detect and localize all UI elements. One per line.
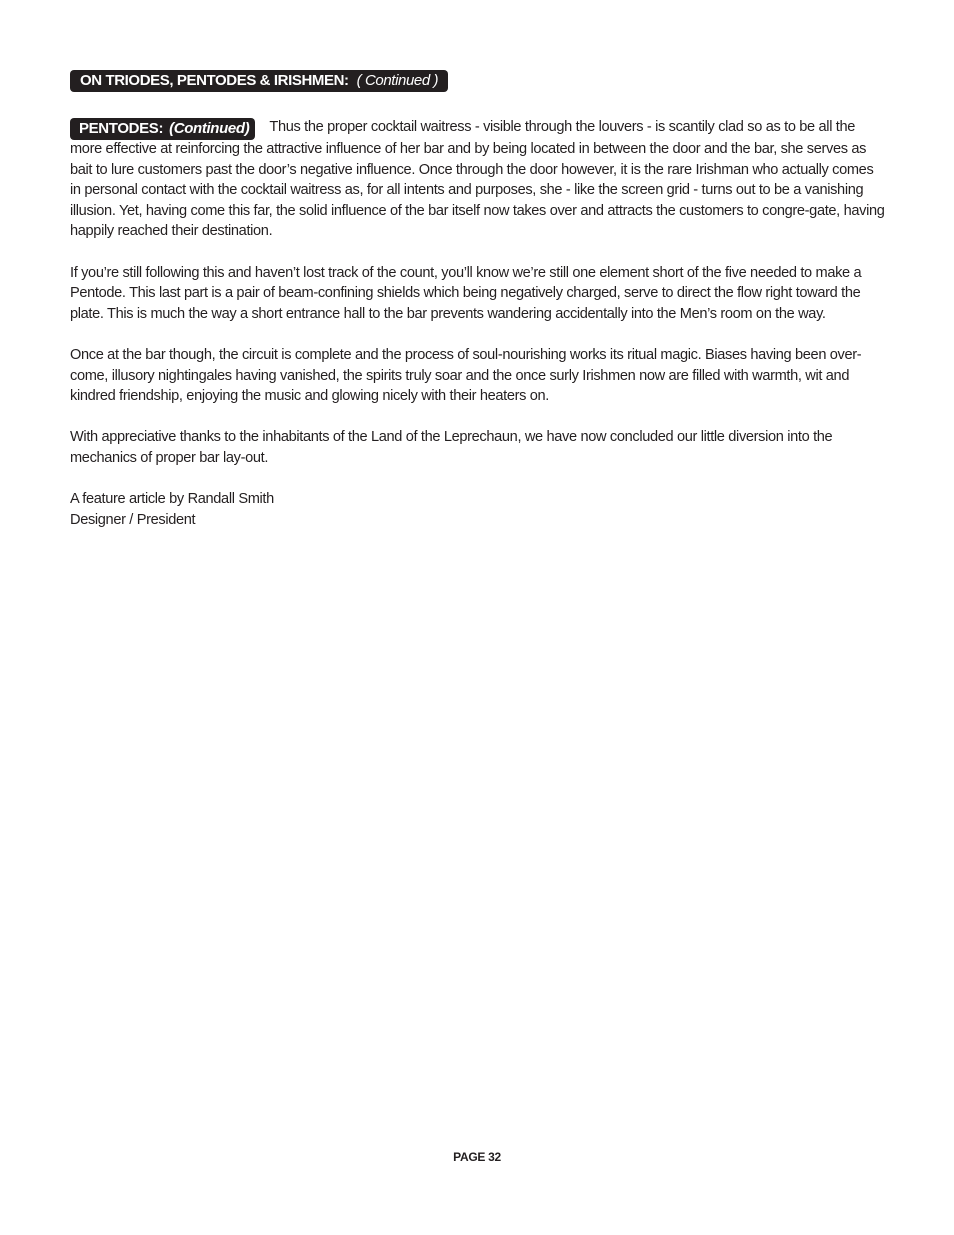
article-header-continued: ( Continued ) (356, 72, 439, 89)
paragraph-2: If you’re still following this and haven’t lost track of the count, you’ll know we’re still one element short of the five needed to make a Pentode. This last part is a pair of beam-confining shields which being negatively charged, serve to direct the flow right toward the plate. This is much the way a short entrance hall to the bar prevents wandering accidentally into the Men’s room on the way. (70, 264, 862, 322)
paragraph-1 (70, 117, 885, 242)
page-number: PAGE 32 (453, 1150, 501, 1164)
article-header-title: ON TRIODES, PENTODES & IRISHMEN: (80, 72, 349, 89)
paragraph-3: Once at the bar though, the circuit is complete and the process of soul-nourishing works its ritual magic. Biases having been over-come, illusory nightingales having vanished, the spirits truly soar and the once surly Irishmen now are filled with warmth, wit and kindred friendship, enjoying the music and glowing nicely with their heaters on. (70, 346, 862, 405)
section-title: PENTODES: (79, 120, 164, 137)
paragraph-4: With appreciative thanks to the inhabitants of the Land of the Leprechaun, we have now concluded our little diversion into the mechanics of proper bar lay-out. (70, 429, 833, 466)
article-body (70, 117, 885, 530)
section-header-pentodes (70, 118, 255, 140)
section-continued: (Continued) (169, 120, 250, 137)
byline-author: A feature article by Randall Smith (70, 491, 274, 508)
byline (70, 489, 885, 530)
paragraph-1-text: Thus the proper cocktail waitress - visible through the louvers - is scantily clad so as to be all the more effective at reinforcing the attractive influence of her bar and by being located in between the door and the bar, she serves as bait to lure customers past the door’s negative influence. Once through the door however, it is the rare Irishman who actually comes in personal contact with the cocktail waitress as, for all intents and purposes, she - like the screen grid - turns out to be a vanishing illusion. Yet, having come this far, the solid influence of the bar itself now takes over and attracts the customers to congre-gate, having happily reached their destination. (70, 119, 885, 240)
article-header-banner (70, 70, 448, 92)
byline-role: Designer / President (70, 511, 196, 528)
